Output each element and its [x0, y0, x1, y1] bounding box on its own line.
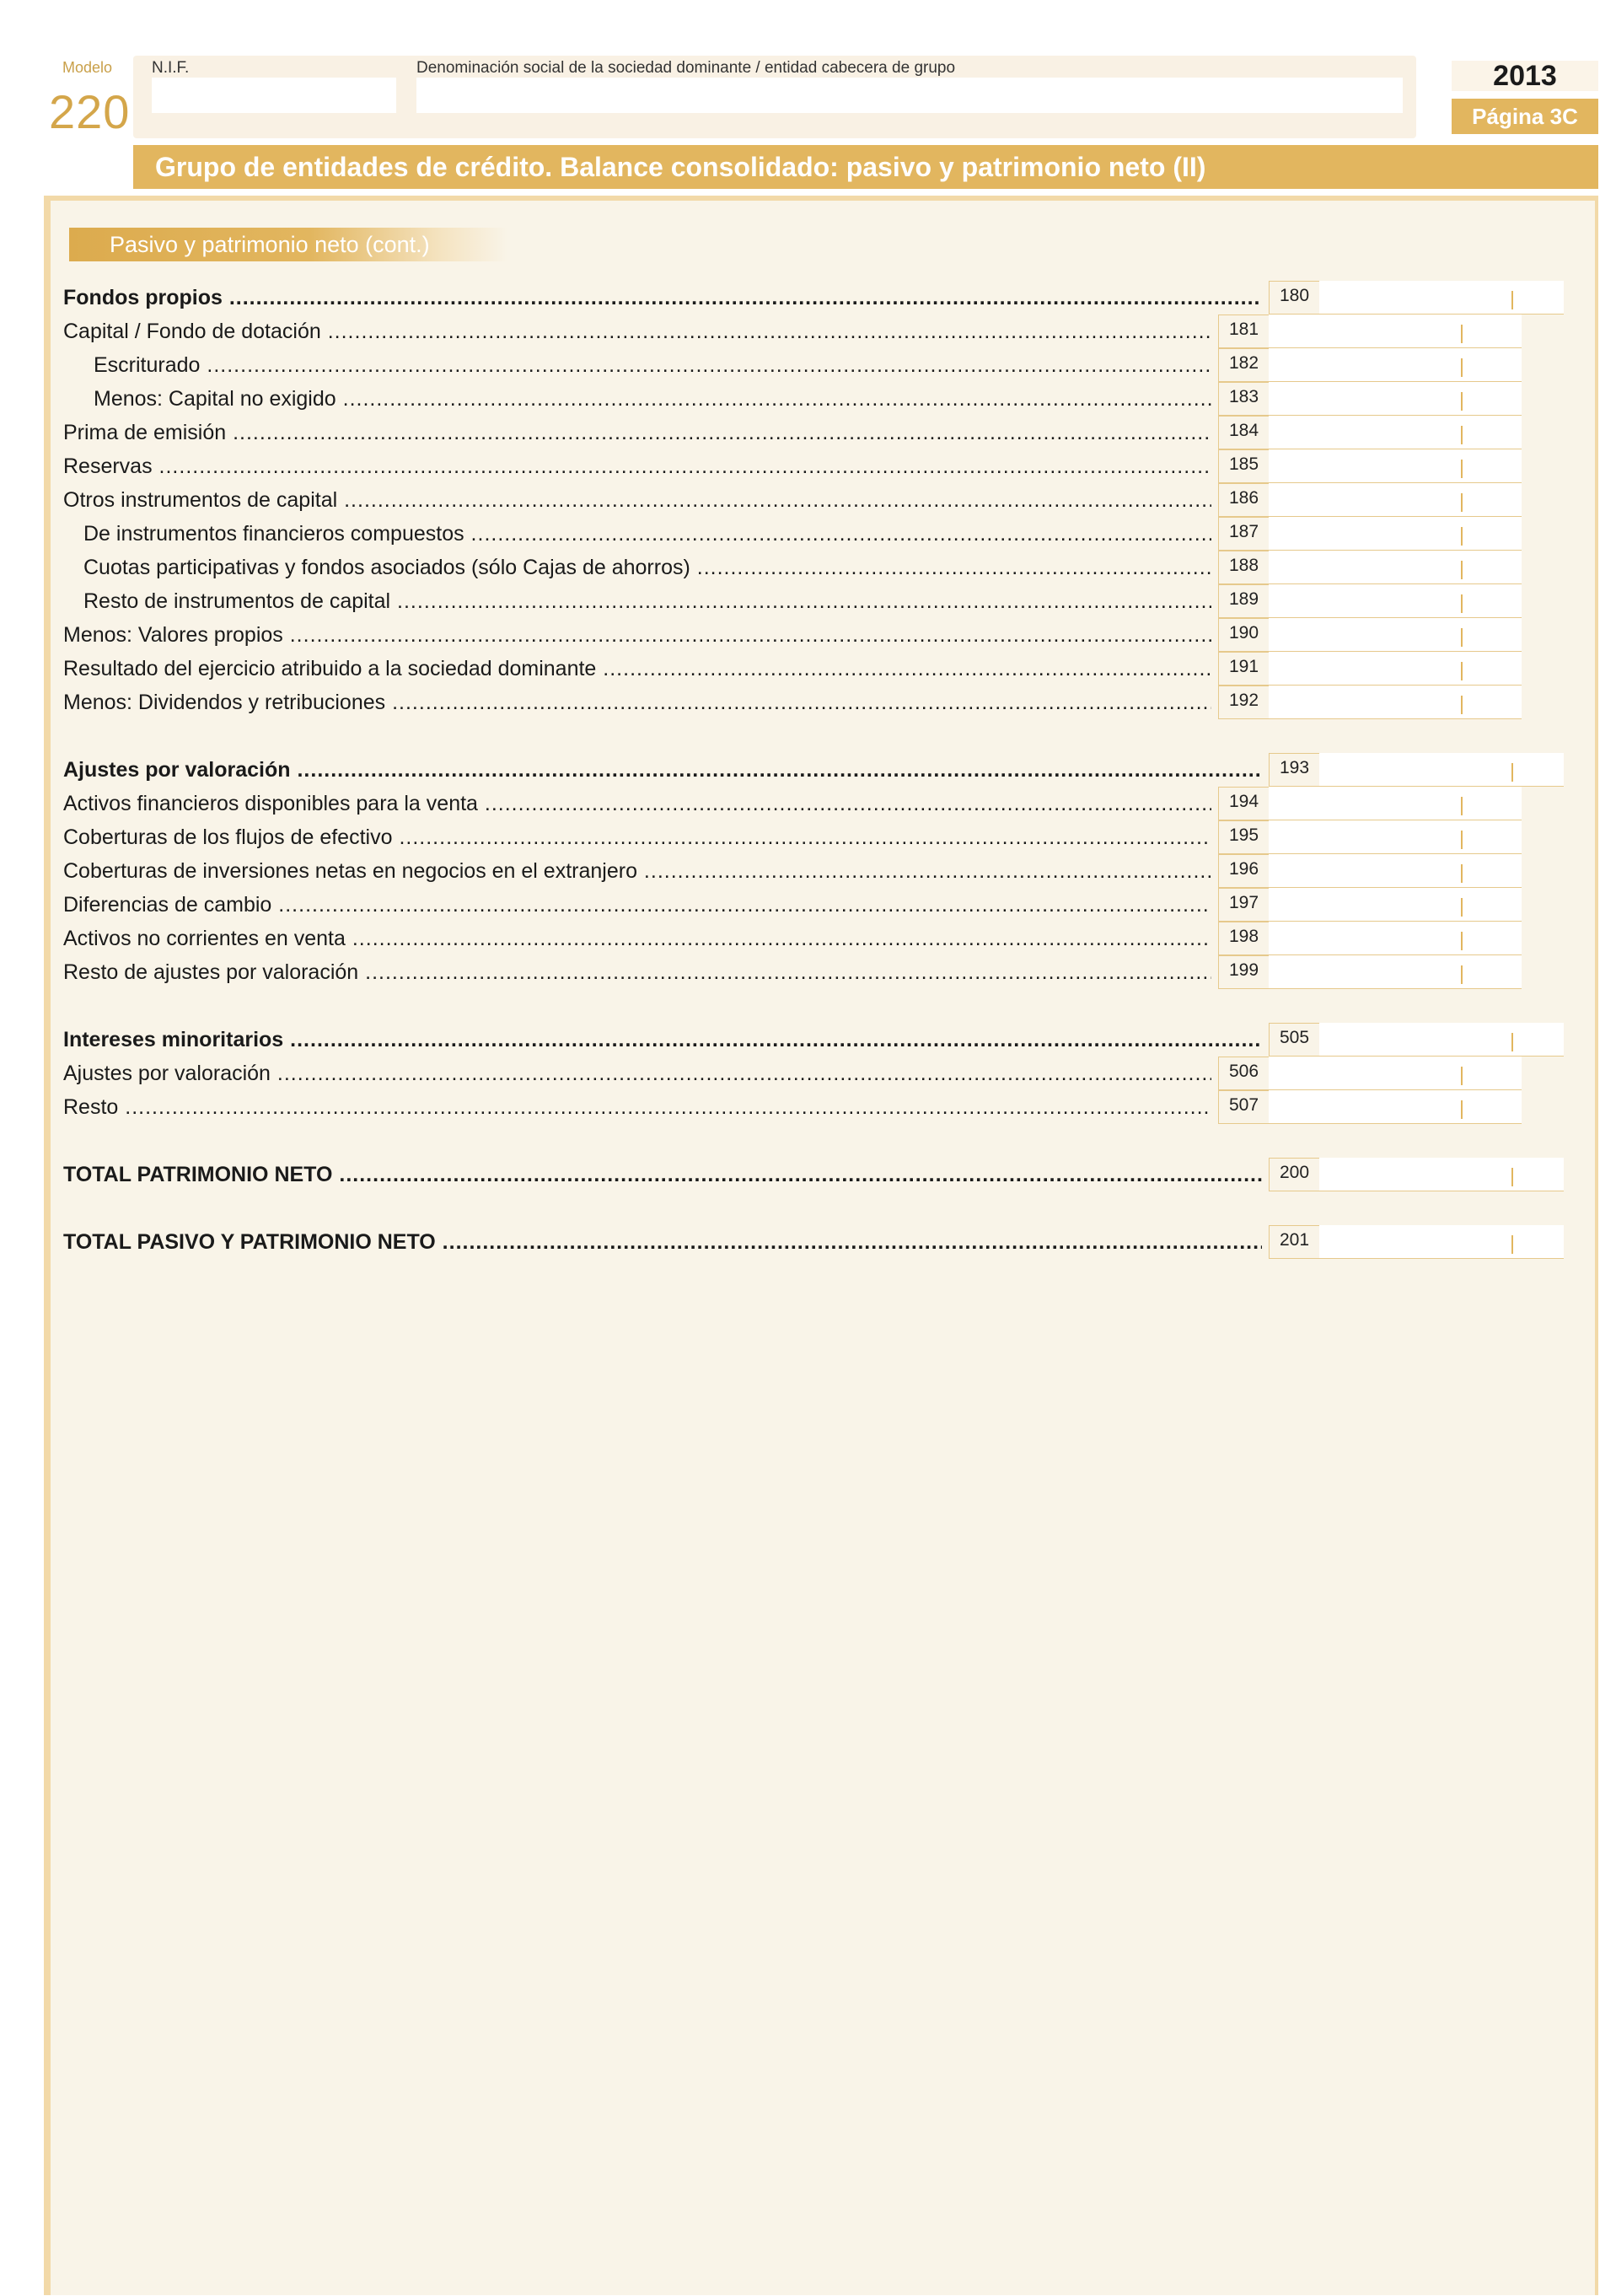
row-label [63, 284, 1262, 311]
box-code: 196 [1218, 854, 1269, 888]
box-code: 197 [1218, 888, 1269, 922]
box-code: 507 [1218, 1090, 1269, 1124]
row-label [63, 858, 1211, 885]
form-row-192 [63, 686, 1522, 719]
row-label [63, 655, 1211, 682]
box-code: 193 [1269, 753, 1319, 787]
form-row-180 [63, 281, 1564, 315]
row-label-text: Fondos propios [63, 286, 223, 309]
row-label [63, 621, 1211, 648]
row-label [63, 1094, 1211, 1121]
box-code: 198 [1218, 922, 1269, 955]
box-code: 199 [1218, 955, 1269, 989]
form-row-182 [63, 348, 1522, 382]
box-code: 181 [1218, 315, 1269, 348]
row-label [63, 891, 1211, 918]
box-code: 506 [1218, 1057, 1269, 1090]
amount-input-197[interactable] [1269, 888, 1522, 921]
amount-cell [1269, 686, 1522, 719]
amount-input-190[interactable] [1269, 618, 1522, 651]
amount-cell [1319, 1225, 1564, 1259]
amount-input-193[interactable] [1319, 753, 1564, 786]
amount-cell [1269, 416, 1522, 449]
box-code: 187 [1218, 517, 1269, 551]
form-row-190 [63, 618, 1522, 652]
row-label-text: De instrumentos financieros compuestos [83, 522, 464, 546]
amount-cell [1269, 483, 1522, 517]
form-row-191 [63, 652, 1522, 686]
year-label: 2013 [1452, 61, 1598, 91]
row-label-text: Capital / Fondo de dotación [63, 320, 321, 343]
row-label-text: Activos no corrientes en venta [63, 927, 346, 950]
form-row-505 [63, 1023, 1564, 1057]
box-code: 201 [1269, 1225, 1319, 1259]
amount-input-196[interactable] [1269, 854, 1522, 887]
amount-input-195[interactable] [1269, 820, 1522, 853]
amount-cell [1269, 348, 1522, 382]
amount-cell [1269, 955, 1522, 989]
row-label-text: Ajustes por valoración [63, 1062, 271, 1085]
form-row-195 [63, 820, 1522, 854]
amount-cell [1319, 1023, 1564, 1057]
form-row-183 [63, 382, 1522, 416]
amount-cell [1269, 1057, 1522, 1090]
row-label-text: Cuotas participativas y fondos asociados (sólo Cajas de ahorros) [83, 556, 690, 579]
amount-cell [1319, 1158, 1564, 1191]
box-code: 190 [1218, 618, 1269, 652]
row-label [63, 419, 1211, 446]
form-row-181 [63, 315, 1522, 348]
row-label-text: TOTAL PASIVO Y PATRIMONIO NETO [63, 1230, 436, 1254]
row-label-text: Coberturas de inversiones netas en negocios en el extranjero [63, 859, 637, 883]
amount-input-189[interactable] [1269, 584, 1522, 617]
form-row-188 [63, 551, 1522, 584]
form-row-199 [63, 955, 1522, 989]
amount-cell [1319, 281, 1564, 315]
row-label-text: Resto de instrumentos de capital [83, 589, 391, 613]
row-label [63, 1060, 1211, 1087]
box-code: 191 [1218, 652, 1269, 686]
amount-input-186[interactable] [1269, 483, 1522, 516]
amount-cell [1269, 787, 1522, 820]
row-label-text: Menos: Dividendos y retribuciones [63, 691, 386, 714]
row-label [63, 790, 1211, 817]
amount-cell [1269, 517, 1522, 551]
amount-input-180[interactable] [1319, 281, 1564, 314]
modelo-number: 220 [49, 85, 131, 138]
amount-cell [1269, 382, 1522, 416]
denominacion-label: Denominación social de la sociedad dominante / entidad cabecera de grupo [416, 59, 956, 77]
form-row-198 [63, 922, 1522, 955]
row-label-text: Diferencias de cambio [63, 893, 272, 917]
row-label [63, 1229, 1262, 1256]
row-label [63, 1026, 1262, 1053]
amount-cell [1269, 922, 1522, 955]
amount-input-185[interactable] [1269, 449, 1522, 482]
row-label [63, 352, 1211, 379]
row-label [63, 318, 1211, 345]
amount-input-191[interactable] [1269, 652, 1522, 685]
amount-cell [1269, 315, 1522, 348]
row-label-text: Menos: Capital no exigido [94, 387, 336, 411]
row-label [63, 1161, 1262, 1188]
row-label [63, 756, 1262, 783]
amount-input-505[interactable] [1319, 1023, 1564, 1056]
row-label-text: Prima de emisión [63, 421, 227, 444]
form-row-194 [63, 787, 1522, 820]
box-code: 183 [1218, 382, 1269, 416]
row-label-text: Coberturas de los flujos de efectivo [63, 825, 393, 849]
form-row-185 [63, 449, 1522, 483]
denominacion-field[interactable] [416, 78, 1403, 113]
amount-input-507[interactable] [1269, 1090, 1522, 1123]
row-label [63, 520, 1211, 547]
row-label [63, 487, 1211, 514]
row-label [63, 385, 1211, 412]
amount-input-200[interactable] [1319, 1158, 1564, 1191]
amount-input-184[interactable] [1269, 416, 1522, 449]
amount-cell [1269, 888, 1522, 922]
form-row-186 [63, 483, 1522, 517]
form-row-193 [63, 753, 1564, 787]
row-label [63, 554, 1211, 581]
box-code: 192 [1218, 686, 1269, 719]
row-label-text: Escriturado [94, 353, 201, 377]
box-code: 194 [1218, 787, 1269, 820]
row-label-text: Resto de ajustes por valoración [63, 960, 359, 984]
row-label [63, 588, 1211, 615]
box-code: 200 [1269, 1158, 1319, 1191]
box-code: 188 [1218, 551, 1269, 584]
amount-cell [1269, 618, 1522, 652]
amount-input-506[interactable] [1269, 1057, 1522, 1089]
amount-cell [1319, 753, 1564, 787]
row-label-text: Ajustes por valoración [63, 758, 291, 782]
amount-input-194[interactable] [1269, 787, 1522, 820]
form-row-184 [63, 416, 1522, 449]
amount-input-183[interactable] [1269, 382, 1522, 415]
row-label [63, 824, 1211, 851]
form-row-507 [63, 1090, 1522, 1124]
form-row-201 [63, 1225, 1564, 1259]
box-code: 195 [1218, 820, 1269, 854]
box-code: 182 [1218, 348, 1269, 382]
amount-input-198[interactable] [1269, 922, 1522, 954]
section-title: Pasivo y patrimonio neto (cont.) [69, 228, 507, 261]
amount-input-187[interactable] [1269, 517, 1522, 550]
box-code: 189 [1218, 584, 1269, 618]
row-label-text: Reservas [63, 454, 153, 478]
amount-cell [1269, 854, 1522, 888]
row-label-text: Activos financieros disponibles para la venta [63, 792, 478, 815]
amount-cell [1269, 551, 1522, 584]
amount-cell [1269, 449, 1522, 483]
row-label-text: Menos: Valores propios [63, 623, 283, 647]
row-label [63, 925, 1211, 952]
amount-input-192[interactable] [1269, 686, 1522, 718]
modelo-label: Modelo [62, 59, 113, 76]
amount-cell [1269, 820, 1522, 854]
page-label: Página 3C [1452, 99, 1598, 134]
row-label [63, 689, 1211, 716]
form-row-196 [63, 854, 1522, 888]
nif-field[interactable] [152, 78, 396, 113]
amount-input-181[interactable] [1269, 315, 1522, 347]
nif-label: N.I.F. [152, 59, 190, 77]
box-code: 180 [1269, 281, 1319, 315]
amount-input-199[interactable] [1269, 955, 1522, 988]
box-code: 505 [1269, 1023, 1319, 1057]
amount-input-182[interactable] [1269, 348, 1522, 381]
amount-cell [1269, 652, 1522, 686]
row-label [63, 453, 1211, 480]
form-row-200 [63, 1158, 1564, 1191]
amount-cell [1269, 584, 1522, 618]
row-label-text: TOTAL PATRIMONIO NETO [63, 1163, 333, 1186]
form-row-187 [63, 517, 1522, 551]
amount-cell [1269, 1090, 1522, 1124]
row-label-text: Resto [63, 1095, 119, 1119]
form-row-197 [63, 888, 1522, 922]
row-label-text: Otros instrumentos de capital [63, 488, 338, 512]
box-code: 186 [1218, 483, 1269, 517]
amount-input-201[interactable] [1319, 1225, 1564, 1258]
page-title: Grupo de entidades de crédito. Balance consolidado: pasivo y patrimonio neto (II) [133, 145, 1598, 189]
box-code: 185 [1218, 449, 1269, 483]
row-label-text: Resultado del ejercicio atribuido a la sociedad dominante [63, 657, 597, 680]
row-label-text: Intereses minoritarios [63, 1028, 284, 1051]
amount-input-188[interactable] [1269, 551, 1522, 583]
form-row-506 [63, 1057, 1522, 1090]
row-label [63, 959, 1211, 986]
form-row-189 [63, 584, 1522, 618]
box-code: 184 [1218, 416, 1269, 449]
